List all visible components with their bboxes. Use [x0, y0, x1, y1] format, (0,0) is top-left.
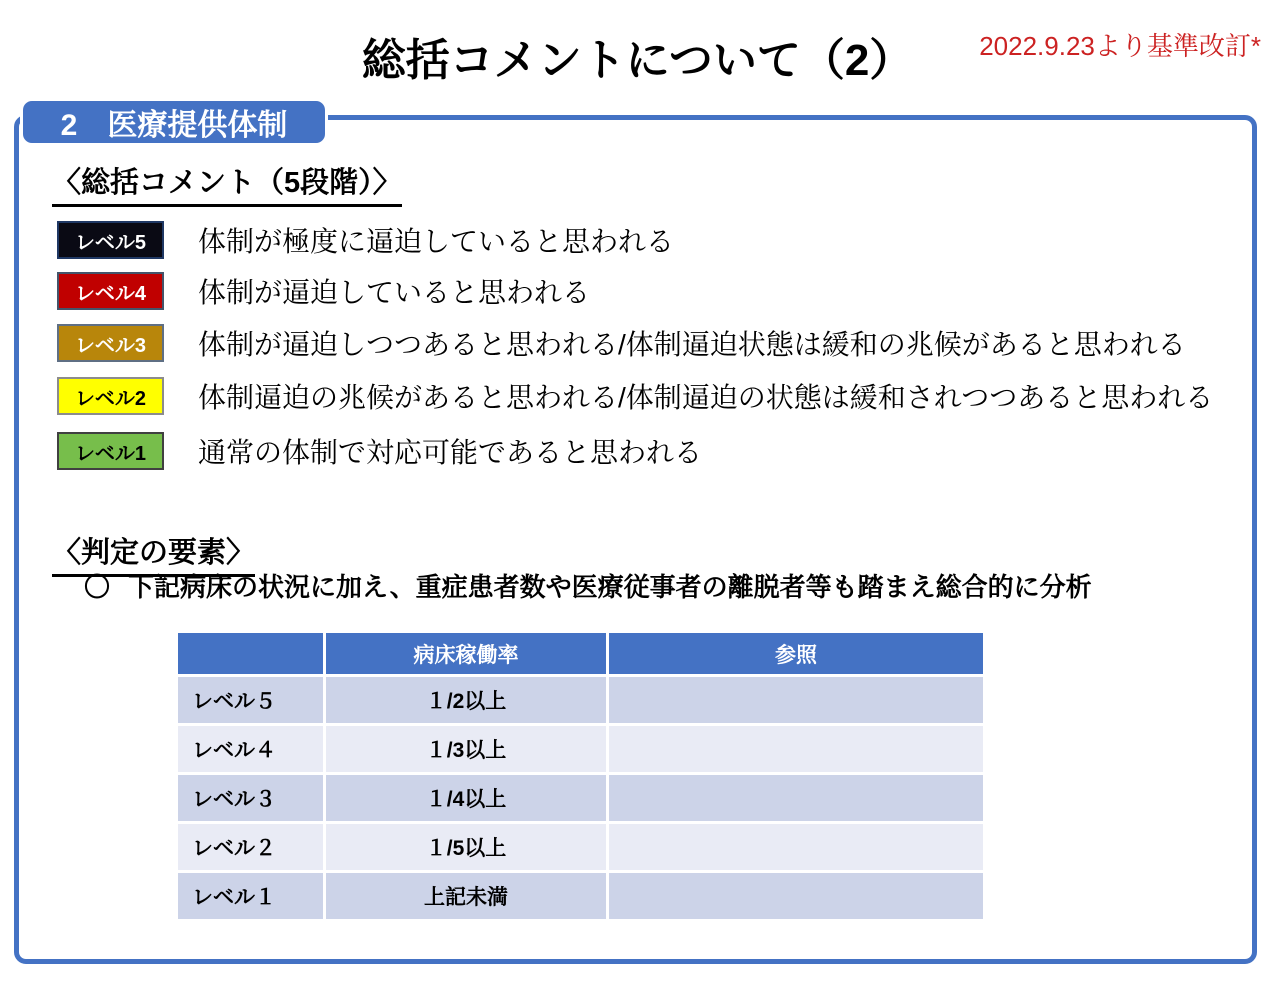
criteria-table [175, 630, 986, 922]
cell-level: レベル２ [177, 823, 325, 872]
cell-level: レベル１ [177, 872, 325, 921]
table-row [177, 872, 985, 921]
level-1-badge: レベル1 [57, 432, 164, 470]
level-5-badge: レベル5 [57, 221, 164, 259]
level-row-5 [57, 221, 674, 259]
table-row [177, 725, 985, 774]
section-badge: 2 医療提供体制 [20, 98, 328, 146]
cell-occupancy: １/5以上 [325, 823, 608, 872]
header-cell-level [177, 632, 325, 676]
table-row [177, 676, 985, 725]
cell-reference [608, 725, 985, 774]
cell-reference [608, 823, 985, 872]
level-row-3 [57, 324, 1186, 362]
table-row [177, 823, 985, 872]
criteria-bullet [84, 567, 1092, 604]
level-4-badge: レベル4 [57, 272, 164, 310]
header-cell-occupancy: 病床稼働率 [325, 632, 608, 676]
cell-occupancy: １/4以上 [325, 774, 608, 823]
summary-section-heading: 〈総括コメント（5段階）〉 [52, 160, 402, 207]
cell-reference [608, 774, 985, 823]
level-row-2 [57, 377, 1213, 415]
table-row [177, 774, 985, 823]
criteria-bullet-text: 下記病床の状況に加え、重症患者数や医療従事者の離脱者等も踏まえ総合的に分析 [128, 572, 1092, 602]
level-row-4 [57, 272, 590, 310]
criteria-table-header [177, 632, 985, 676]
level-2-badge: レベル2 [57, 377, 164, 415]
level-2-description: 体制逼迫の兆候があると思われる/体制逼迫の状態は緩和されつつあると思われる [198, 382, 1214, 413]
level-3-description: 体制が逼迫しつつあると思われる/体制逼迫状態は緩和の兆候があると思われる [198, 329, 1186, 360]
cell-level: レベル４ [177, 725, 325, 774]
cell-reference [608, 872, 985, 921]
level-4-description: 体制が逼迫していると思われる [198, 277, 591, 308]
page-title: 総括コメントについて（2） [361, 36, 914, 85]
cell-level: レベル５ [177, 676, 325, 725]
cell-occupancy: 上記未満 [325, 872, 608, 921]
level-row-1 [57, 432, 702, 470]
criteria-section-heading: 〈判定の要素〉 [52, 530, 255, 577]
header-cell-reference: 参照 [608, 632, 985, 676]
level-1-description: 通常の体制で対応可能であると思われる [198, 437, 703, 468]
cell-level: レベル３ [177, 774, 325, 823]
revision-note: 2022.9.23より基準改訂* [979, 31, 1261, 61]
level-3-badge: レベル3 [57, 324, 164, 362]
level-5-description: 体制が極度に逼迫していると思われる [198, 226, 675, 257]
bullet-circle-icon: 〇 [84, 572, 111, 602]
cell-occupancy: １/3以上 [325, 725, 608, 774]
cell-reference [608, 676, 985, 725]
cell-occupancy: １/2以上 [325, 676, 608, 725]
